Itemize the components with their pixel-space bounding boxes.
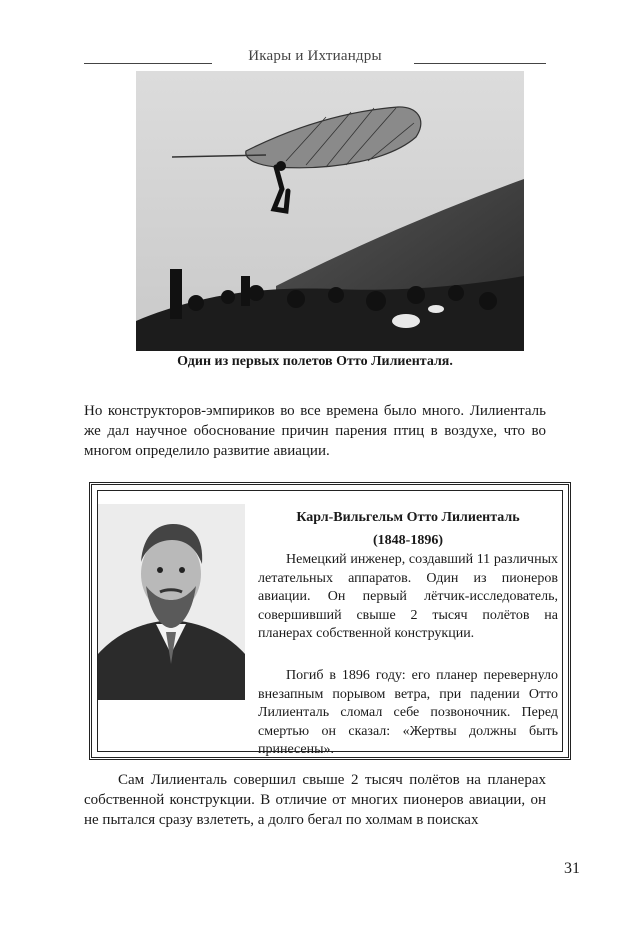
- lilienthal-portrait: [98, 504, 245, 700]
- photo-caption: Один из первых полетов Отто Лилиенталя.: [177, 354, 453, 369]
- running-header: [84, 48, 546, 72]
- page-number: 31: [564, 860, 580, 877]
- biography-paragraph-2: Погиб в 1896 году: его планер перевернуло внезапным порывом ветра, при падении Отто Лилиенталь сломал себе позвоночник. Перед смертью он сказал: «Жертвы должны быть принесены».: [258, 668, 558, 757]
- glider-flight-photo: [136, 71, 524, 351]
- biography-years: (1848-1896): [373, 533, 443, 548]
- biography-paragraph-1: Немецкий инженер, создавший 11 различных летательных аппаратов. Один из пионеров авиации. Он первый лётчик-исследователь, совершивший свыше 2 тысяч полётов на планерах собственной конструкции.: [258, 552, 558, 641]
- body-paragraph-2: Сам Лилиенталь совершил свыше 2 тысяч полётов на планерах собственной конструкции. В отличие от многих пионеров авиации, он не пытался сразу взлететь, а долго бегал по холмам в поисках: [84, 772, 546, 828]
- body-paragraph-1: Но конструкторов-эмпириков во все времена было много. Лилиенталь же дал научное обоснование причин парения птиц в воздухе, что во многом определило развитие авиации.: [84, 403, 546, 459]
- biography-name: Карл-Вильгельм Отто Лилиенталь: [296, 510, 520, 525]
- header-rule-right: [414, 63, 546, 64]
- header-title: Икары и Ихтиандры: [248, 48, 382, 64]
